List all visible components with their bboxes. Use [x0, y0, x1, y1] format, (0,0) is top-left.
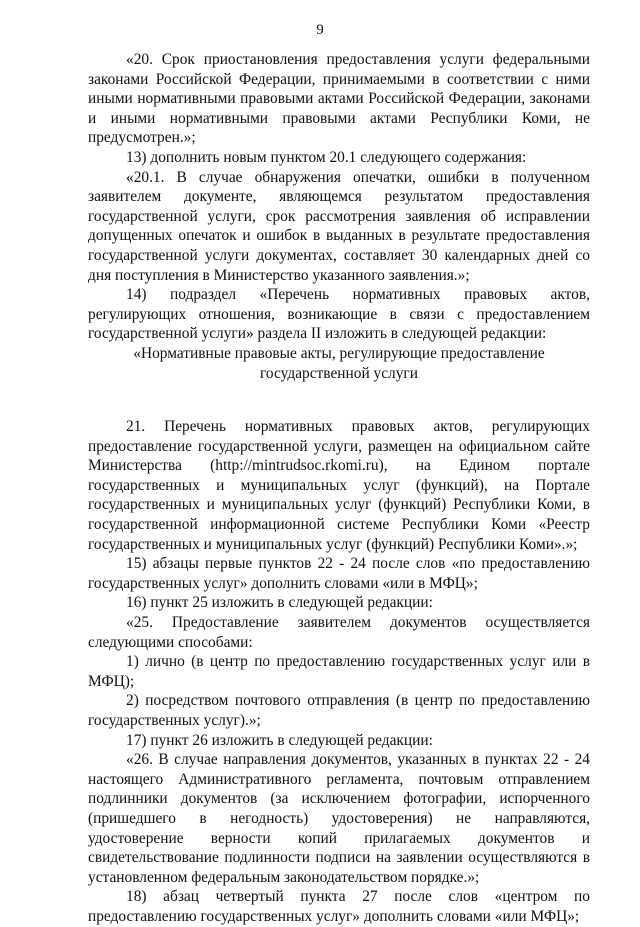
paragraph-item-25-option-2: 2) посредством почтового отправления (в центр по предоставлению государственных услуг).»; [88, 692, 590, 729]
paragraph-item-25-text: «25. Предоставление заявителем документов осуществляется следующими способами: [88, 614, 590, 651]
paragraph-amendment-13: 13) дополнить новым пунктом 20.1 следующего содержания: [126, 148, 527, 166]
section-spacer [88, 383, 590, 417]
page-number: 9 [316, 22, 324, 38]
paragraph-amendment-14: 14) подраздел «Перечень нормативных правовых актов, регулирующих отношения, возникающие в связи с предоставлением государственной услуги» раздела II изложить в следующей редакции: [88, 286, 590, 343]
paragraph-item-26-text: «26. В случае направления документов, указанных в пунктах 22 - 24 настоящего Административного регламента, почтовым отправлением подлинники документов (за исключением фотографии, испорченного (пришедшего в негодность) удостоверения) не направляются, удостоверение верности копий прилагаемых документов и свидетельствование подлинности подписи на заявлении осуществляются в установленном федеральным законодательством порядке.»; [88, 751, 590, 886]
paragraph-amendment-17: 17) пункт 26 изложить в следующей редакции: [126, 731, 433, 749]
paragraph-amendment-16: 16) пункт 25 изложить в следующей редакции: [126, 594, 433, 612]
paragraph-amendment-18: 18) абзац четвертый пункта 27 после слов «центром по предоставлению государственных услуг» дополнить словами «или МФЦ»; [88, 888, 590, 925]
paragraph-item-21-text: 21. Перечень нормативных правовых актов, регулирующих предоставление государственной услуги, размещен на официальном сайте Министерства (http://mintrudsoc.rkomi.ru), на Едином портале государственных и муниципальных услуг (функций), на Портале государственных и муниципальных услуг (функций) Республики Коми, в государственной информационной системе Республики Коми «Реестр государственных и муниципальных услуг (функций) Республики Коми».»; [88, 418, 590, 553]
paragraph-item-20-1-text: «20.1. В случае обнаружения опечатки, ошибки в полученном заявителем документе, являющемся результатом предоставления государственной услуги, срок рассмотрения заявления об исправлении допущенных опечаток и ошибок в выданных в результате предоставления государственной услуги документах, составляет 30 календарных дней со дня поступления в Министерство указанного заявления.»; [88, 168, 590, 284]
paragraph-amendment-15: 15) абзацы первые пунктов 22 - 24 после слов «по предоставлению государственных услуг» дополнить словами «или в МФЦ»; [88, 555, 590, 592]
paragraph-item-25-option-1: 1) лично (в центр по предоставлению государственных услуг или в МФЦ); [88, 653, 590, 690]
paragraph-item-20-text: «20. Срок приостановления предоставления услуги федеральными законами Российской Федерации, принимаемыми в соответствии с ними иными нормативными правовыми актами Российской Федерации, законами и иными нормативными правовыми актами Республики Коми, не предусмотрен.»; [88, 51, 590, 147]
section-heading: «Нормативные правовые акты, регулирующие предоставление государственной услуги [133, 344, 545, 382]
document-body [88, 50, 590, 927]
